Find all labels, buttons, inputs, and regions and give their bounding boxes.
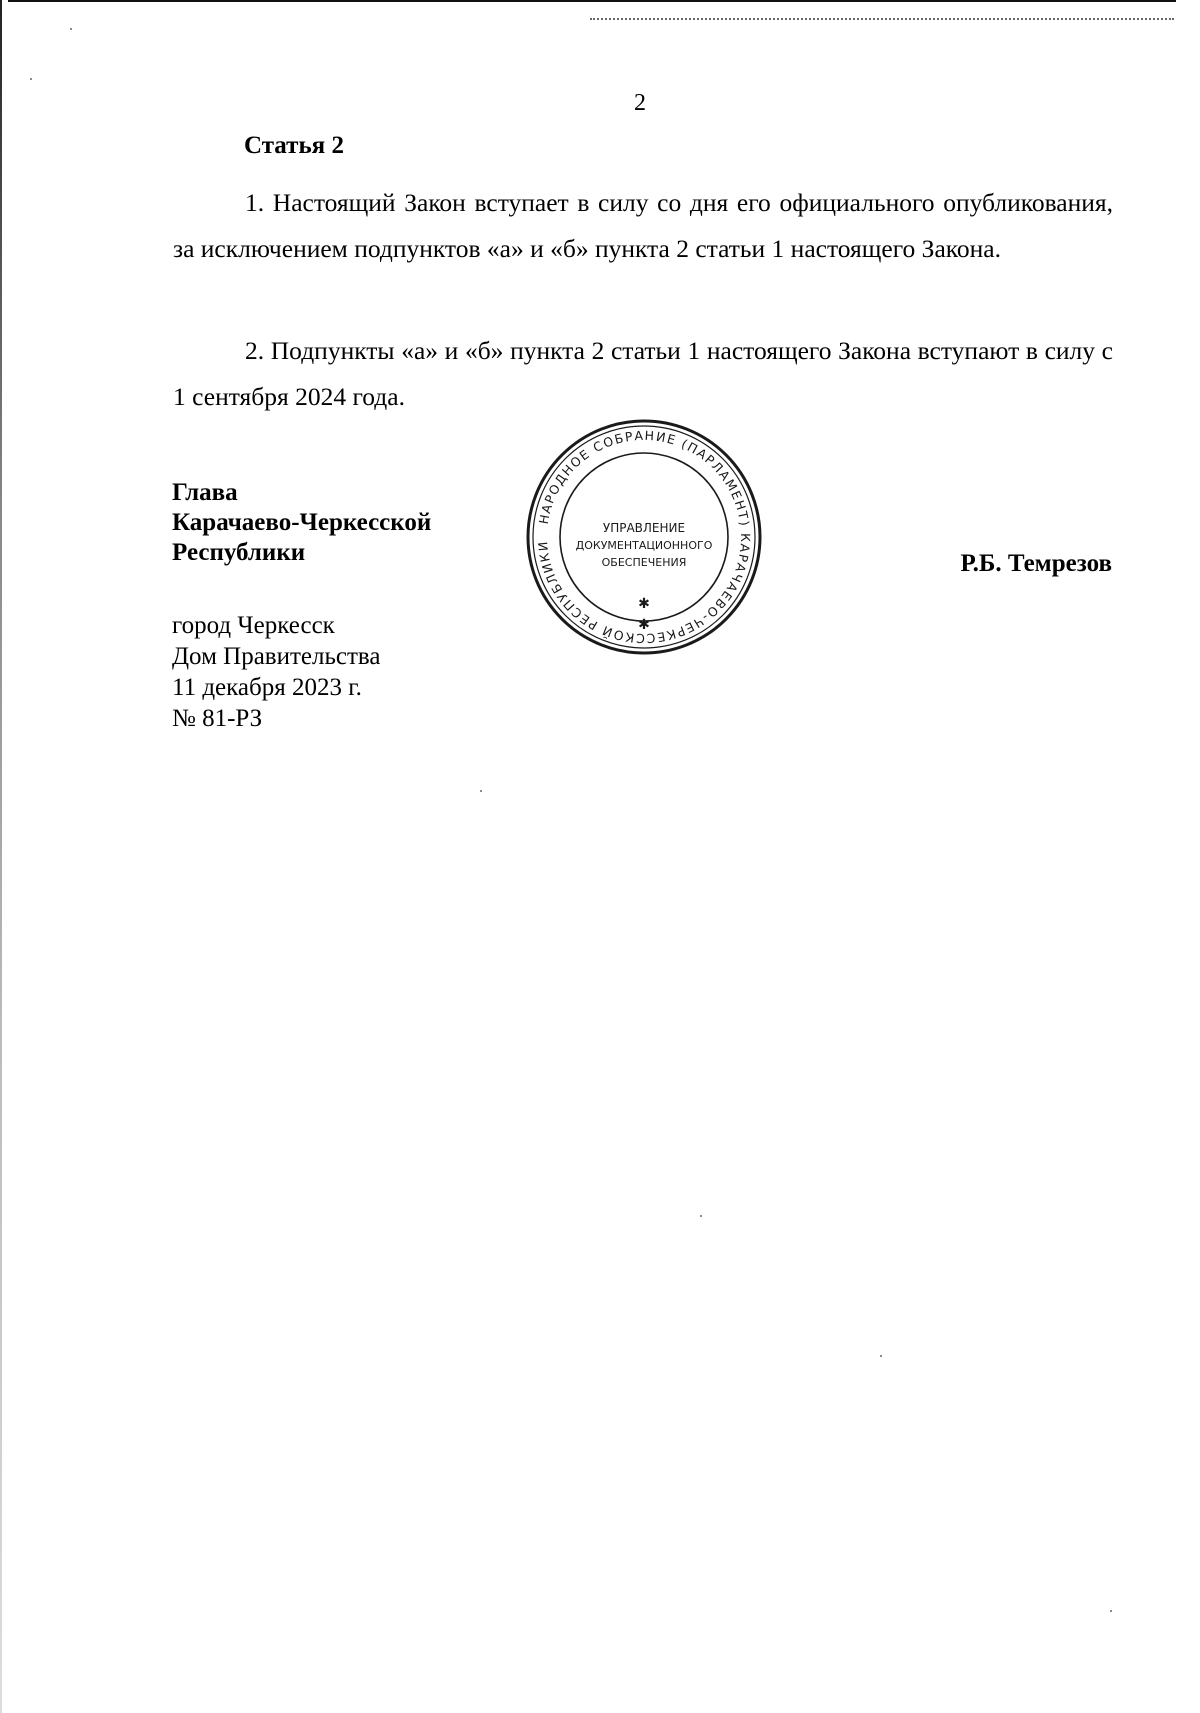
signatory-position [172, 478, 431, 568]
seal-star-icon: ✱ [638, 596, 650, 612]
signatory-position-line: Республики [172, 539, 306, 566]
scan-speck [1110, 1610, 1112, 1612]
page-number: 2 [634, 90, 646, 116]
scan-speck [480, 790, 482, 792]
scan-speck [880, 1355, 882, 1357]
place-and-date [172, 610, 380, 734]
seal-center-line: УПРАВЛЕНИЕ [602, 521, 686, 535]
article-paragraph-2: 2. Подпункты «а» и «б» пункта 2 статьи 1 настоящего Закона вступают в силу с 1 сентября 2024 года. [173, 336, 1113, 411]
scan-speck [700, 1215, 702, 1217]
city: город Черкесск [172, 612, 335, 639]
signatory-name: Р.Б. Темрезов [960, 550, 1112, 577]
signatory-position-line: Глава [172, 479, 238, 506]
article-paragraph-1: 1. Настоящий Закон вступает в силу со дня его официального опубликования, за исключением подпунктов «а» и «б» пункта 2 статьи 1 настоящего Закона. [173, 188, 1113, 263]
article-title: Статья 2 [244, 132, 344, 159]
scan-edge-top-dotted [590, 18, 1174, 20]
seal-ring-text: НАРОДНОЕ СОБРАНИЕ (ПАРЛАМЕНТ) КАРАЧАЕВО-ЧЕРКЕССКОЙ РЕСПУБЛИКИ [534, 427, 754, 647]
official-seal [525, 418, 763, 656]
seal-center-line: ОБЕСПЕЧЕНИЯ [601, 556, 687, 569]
signatory-position-line: Карачаево-Черкесской [172, 509, 432, 536]
seal-graphic [525, 418, 763, 656]
seal-outer-ring-inner [533, 426, 755, 648]
building: Дом Правительства [172, 643, 381, 670]
seal-center-line: ДОКУМЕНТАЦИОННОГО [575, 539, 713, 552]
scan-edge-left [0, 0, 2, 1713]
scan-speck [70, 28, 72, 30]
scan-speck [30, 78, 32, 80]
seal-star-icon: ✱ [638, 617, 650, 633]
date: 11 декабря 2023 г. [172, 674, 362, 701]
scan-edge-top [8, 0, 1176, 2]
law-number: № 81-РЗ [172, 705, 263, 732]
